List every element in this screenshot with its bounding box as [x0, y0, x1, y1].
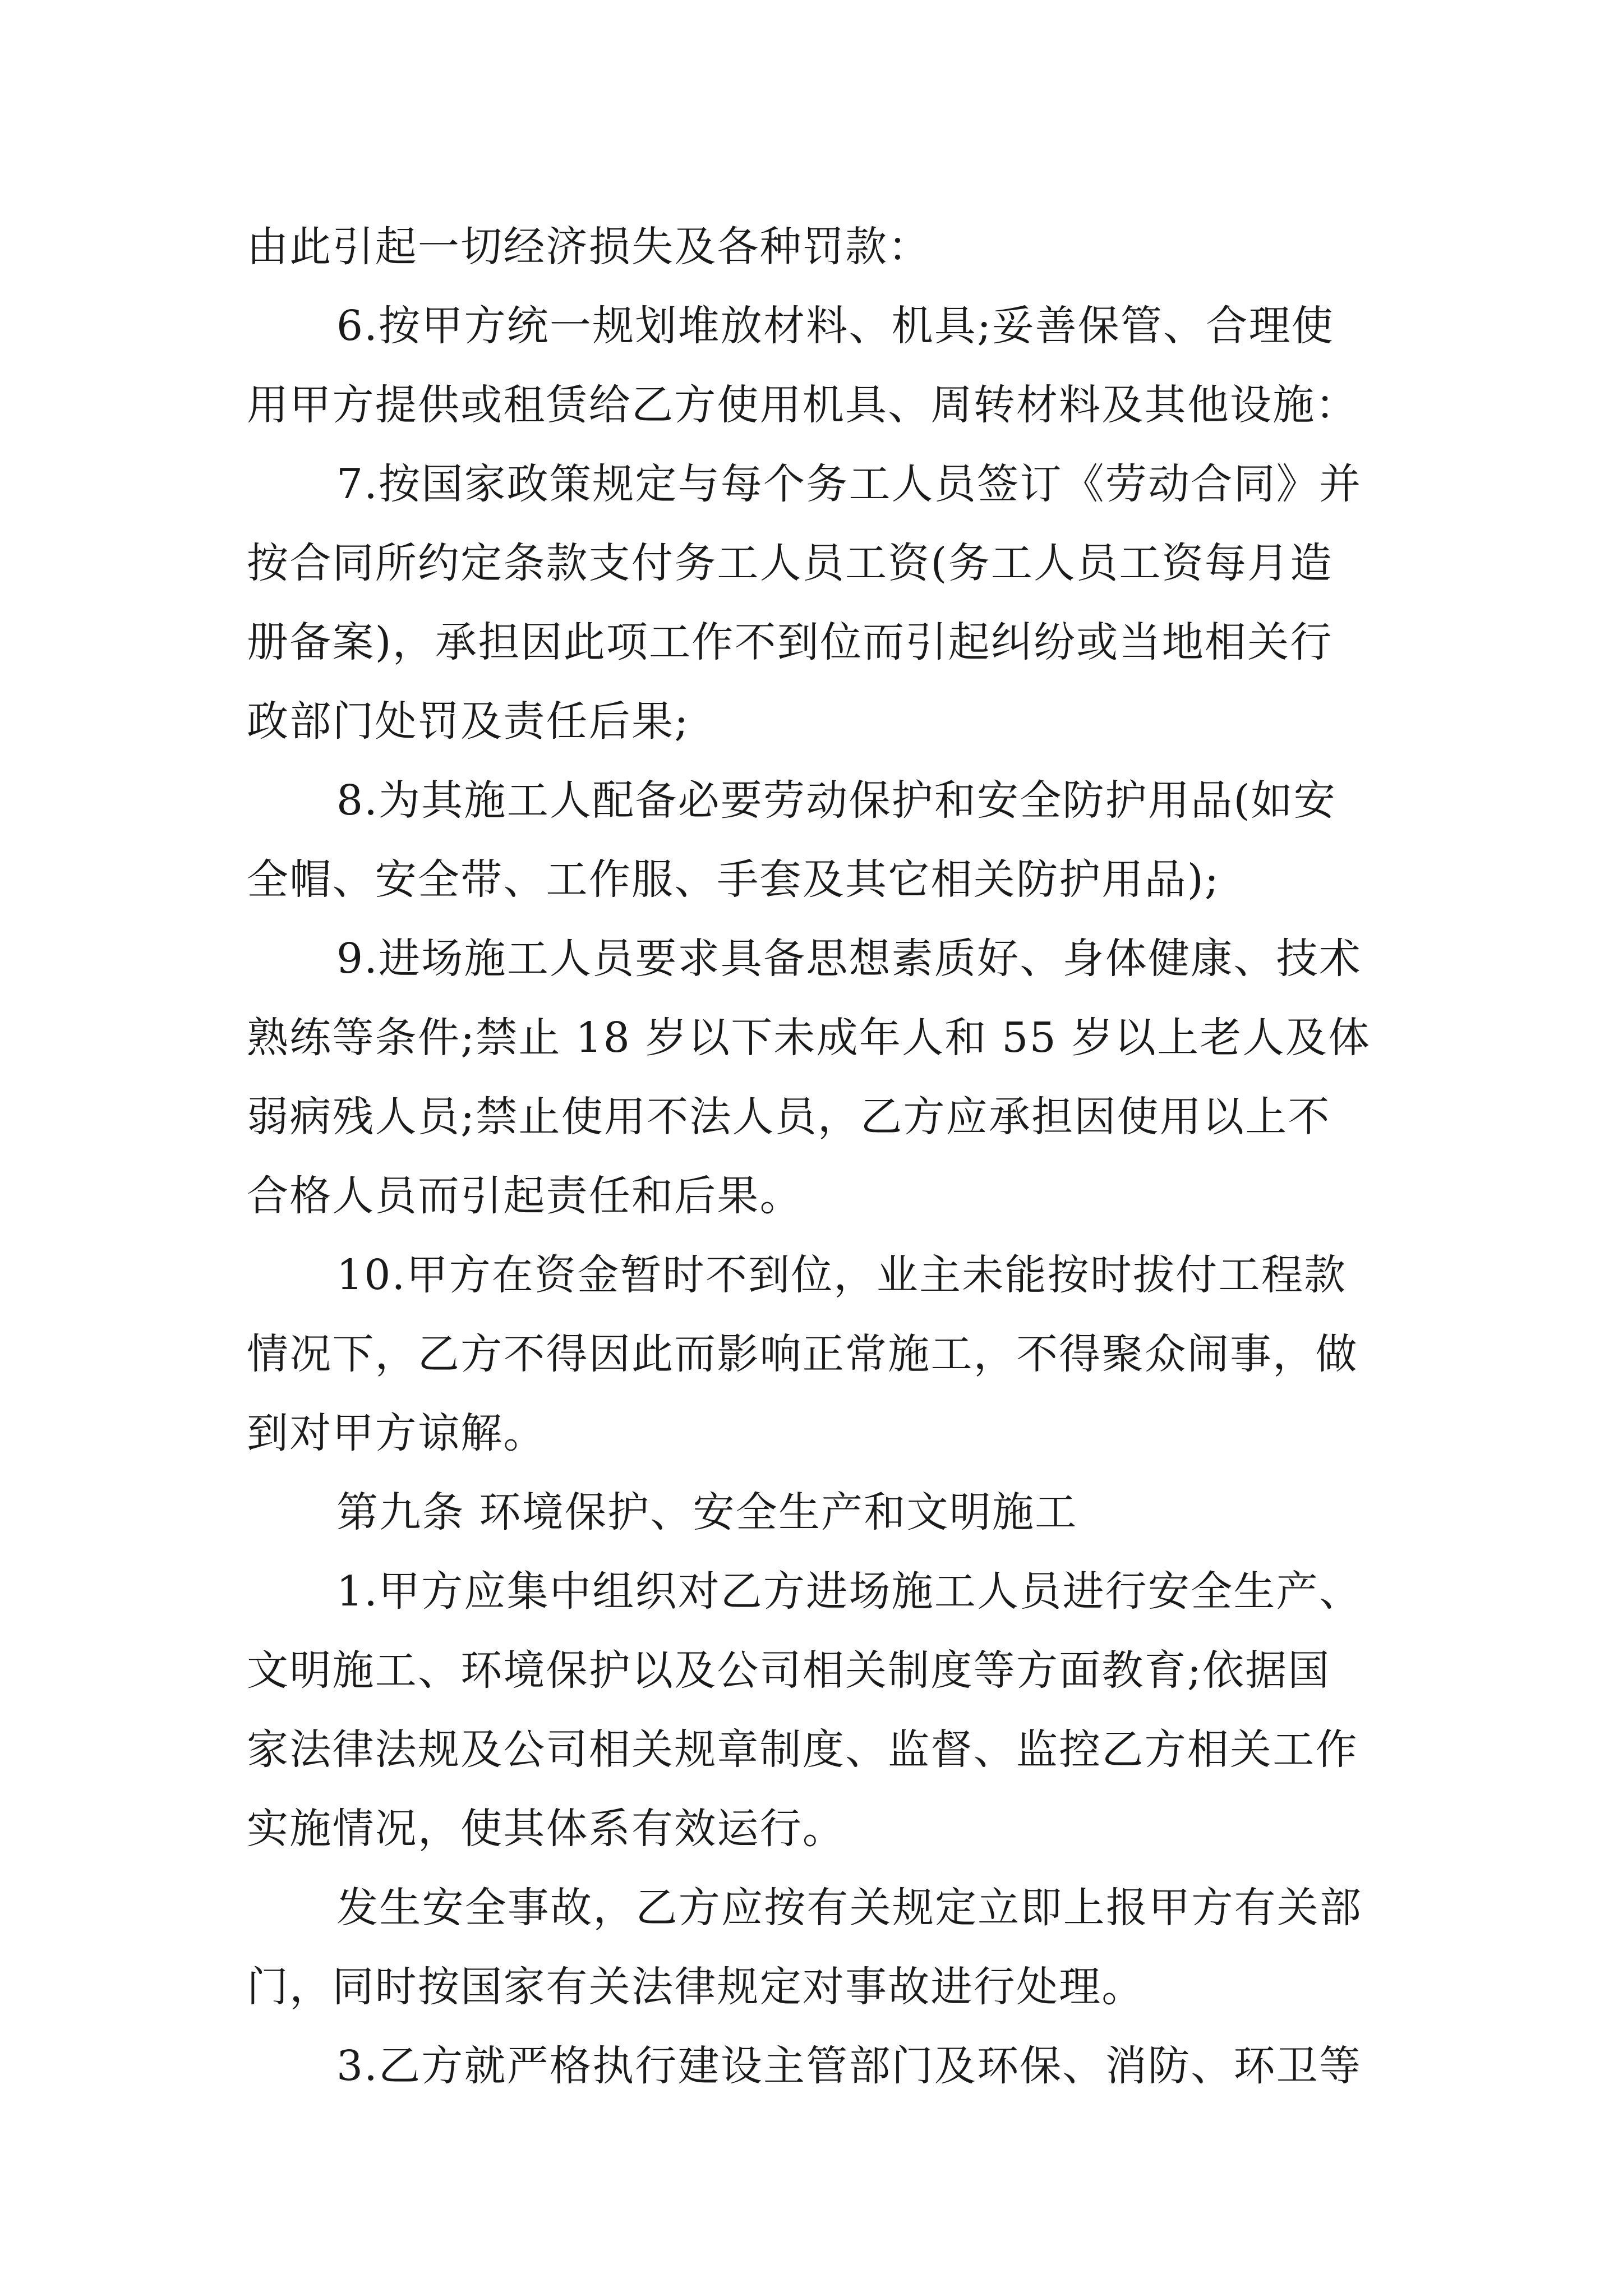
text-line: 全帽、安全带、工作服、手套及其它相关防护用品);: [247, 855, 1220, 904]
text-line: 弱病残人员;禁止使用不法人员，乙方应承担因使用以上不: [247, 1093, 1331, 1141]
text-line: 政部门处罚及责任后果;: [247, 697, 690, 746]
text-line: 发生安全事故，乙方应按有关规定立即上报甲方有关部: [336, 1884, 1363, 1932]
text-line: 6.按甲方统一规划堆放材料、机具;妥善保管、合理使: [336, 302, 1335, 350]
text-line: 熟练等条件;禁止 18 岁以下未成年人和 55 岁以上老人及体: [247, 1014, 1371, 1062]
text-line: 合格人员而引起责任和后果。: [247, 1172, 803, 1220]
text-line: 10.甲方在资金暂时不到位，业主未能按时拔付工程款: [336, 1251, 1347, 1299]
text-line: 到对甲方谅解。: [247, 1409, 546, 1457]
text-line: 按合同所约定条款支付务工人员工资(务工人员工资每月造: [247, 539, 1333, 587]
text-line: 门，同时按国家有关法律规定对事故进行处理。: [247, 1963, 1145, 2011]
text-line: 3.乙方就严格执行建设主管部门及环保、消防、环卫等: [336, 2042, 1362, 2090]
text-line: 1.甲方应集中组织对乙方进场施工人员进行安全生产、: [336, 1567, 1362, 1616]
text-line: 用甲方提供或租赁给乙方使用机具、周转材料及其他设施：: [247, 381, 1358, 429]
text-line: 8.为其施工人配备必要劳动保护和安全防护用品(如安: [336, 776, 1336, 825]
document-body: [247, 208, 1391, 2106]
text-line: 由此引起一切经济损失及各种罚款：: [247, 223, 931, 271]
text-line: 家法律法规及公司相关规章制度、监督、监控乙方相关工作: [247, 1726, 1358, 1774]
text-line: 实施情况，使其体系有效运行。: [247, 1805, 846, 1853]
text-line: 7.按国家政策规定与每个务工人员签订《劳动合同》并: [336, 460, 1362, 508]
text-line: 文明施工、环境保护以及公司相关制度等方面教育;依据国: [247, 1646, 1331, 1695]
section-heading: 第九条 环境保护、安全生产和文明施工: [336, 1488, 1078, 1536]
text-line: 9.进场施工人员要求具备思想素质好、身体健康、技术: [336, 935, 1362, 983]
text-line: 情况下，乙方不得因此而影响正常施工，不得聚众闹事，做: [247, 1330, 1358, 1378]
text-line: 册备案)，承担因此项工作不到位而引起纠纷或当地相关行: [247, 618, 1333, 666]
